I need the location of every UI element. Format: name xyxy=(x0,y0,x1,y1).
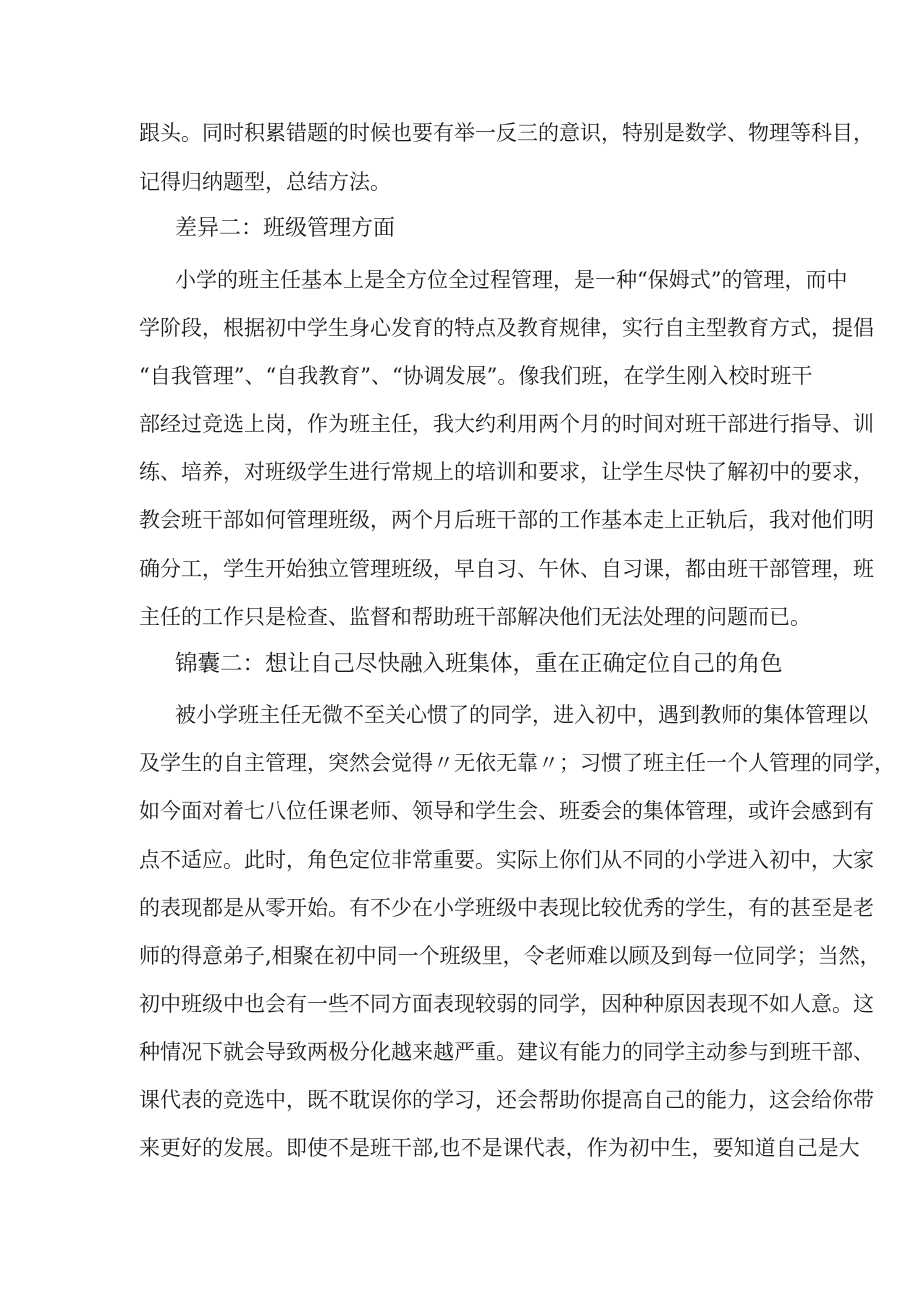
para3-line-10: 来更好的发展。即使不是班干部,也不是课代表，作为初中生，要知道自己是大 xyxy=(139,1136,860,1160)
para2-line-1: 小学的班主任基本上是全方位全过程管理，是一种“保姆式”的管理，而中 xyxy=(175,268,848,292)
para1-line-1: 跟头。同时积累错题的时候也要有举一反三的意识，特别是数学、物理等科目， xyxy=(139,121,874,145)
para2-line-7: 确分工，学生开始独立管理班级，早自习、午休、自习课，都由班干部管理，班 xyxy=(139,557,874,581)
para1-line-2: 记得归纳题型，总结方法。 xyxy=(139,170,391,194)
para3-line-3: 如今面对着七八位任课老师、领导和学生会、班委会的集体管理，或许会感到有 xyxy=(139,799,874,823)
para3-line-5: 的表现都是从零开始。有不少在小学班级中表现比较优秀的学生，有的甚至是老 xyxy=(139,896,874,920)
para3-line-7: 初中班级中也会有一些不同方面表现较弱的同学，因种种原因表现不如人意。这 xyxy=(139,992,874,1016)
section-heading-class-management: 差异二：班级管理方面 xyxy=(175,216,396,241)
para2-line-5: 练、培养，对班级学生进行常规上的培训和要求，让学生尽快了解初中的要求， xyxy=(139,460,874,484)
para2-line-3: “自我管理”、“自我教育”、“协调发展”。像我们班，在学生刚入校时班干 xyxy=(139,364,813,388)
para2-line-6: 教会班干部如何管理班级，两个月后班干部的工作基本走上正轨后，我对他们明 xyxy=(139,508,874,532)
para2-line-8: 主任的工作只是检查、监督和帮助班干部解决他们无法处理的问题而已。 xyxy=(139,605,811,629)
para3-line-8: 种情况下就会导致两极分化越来越严重。建议有能力的同学主动参与到班干部、 xyxy=(139,1040,874,1064)
para3-line-4: 点不适应。此时，角色定位非常重要。实际上你们从不同的小学进入初中，大家 xyxy=(139,848,874,872)
para3-line-9: 课代表的竞选中，既不耽误你的学习，还会帮助你提高自己的能力，这会给你带 xyxy=(139,1088,874,1112)
para3-line-1: 被小学班主任无微不至关心惯了的同学，进入初中，遇到教师的集体管理以 xyxy=(175,703,868,727)
para3-line-2: 及学生的自主管理，突然会觉得〃无依无靠〃；习惯了班主任一个人管理的同学， xyxy=(139,751,895,775)
section-heading-tips-two: 锦囊二：想让自己尽快融入班集体，重在正确定位自己的角色 xyxy=(175,651,783,677)
para2-line-2: 学阶段，根据初中学生身心发育的特点及教育规律，实行自主型教育方式，提倡 xyxy=(139,316,874,340)
para2-line-4: 部经过竞选上岗，作为班主任，我大约利用两个月的时间对班干部进行指导、训 xyxy=(139,412,874,436)
para3-line-6: 师的得意弟子,相聚在初中同一个班级里，令老师难以顾及到每一位同学；当然， xyxy=(139,944,881,968)
